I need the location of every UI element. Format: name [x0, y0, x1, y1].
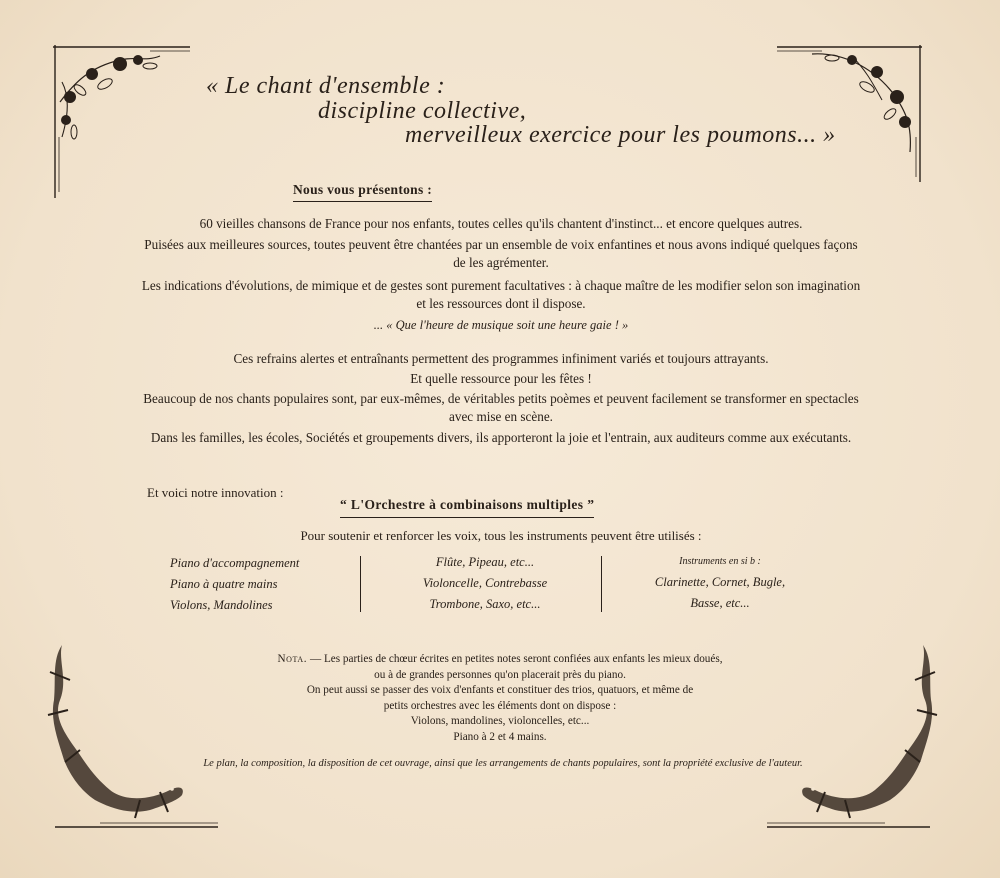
nota-line: On peut aussi se passer des voix d'enfants et constituer des trios, quatuors, et même de	[306, 684, 694, 696]
section-heading: Nous vous présentons :	[293, 182, 432, 202]
paragraph-6: Beaucoup de nos chants populaires sont, par eux-mêmes, de véritables petits poèmes et peuvent facilement se transformer en spectacles avec mise en scène.	[143, 391, 859, 424]
instrument-item: Piano d'accompagnement	[170, 556, 300, 570]
copyright-footer: Le plan, la composition, la disposition de cet ouvrage, ainsi que les arrangements de chants populaires, sont la propriété exclusive de l'auteur.	[203, 758, 803, 769]
paragraph-3: Les indications d'évolutions, de mimique et de gestes sont purement facultatives : à chaque maître de les modifier selon son imagination et les ressources dont il dispose.	[141, 278, 861, 311]
innovation-intro: Et voici notre innovation :	[147, 485, 284, 500]
paragraph-2: Puisées aux meilleures sources, toutes peuvent être chantées par un ensemble de voix enfantines et nous avons indiqué quelques façons de les agrémenter.	[144, 237, 858, 270]
paragraph-1: 60 vieilles chansons de France pour nos enfants, toutes celles qu'ils chantent d'instinct... et encore quelques autres.	[199, 216, 803, 231]
nota-line: — Les parties de chœur écrites en petites notes seront confiées aux enfants les mieux doués,	[309, 653, 723, 665]
nota-line: Piano à 2 et 4 mains.	[453, 730, 547, 743]
instrument-item: Trombone, Saxo, etc...	[429, 597, 541, 611]
lizard-illustration-left-icon	[40, 640, 220, 835]
instrument-item: Flûte, Pipeau, etc...	[435, 555, 535, 569]
floral-corner-top-left-icon	[50, 42, 195, 202]
column-divider	[601, 556, 602, 612]
instrument-item: Basse, etc...	[690, 596, 750, 610]
instruments-column-1	[170, 553, 299, 616]
nota-label: Nota.	[277, 653, 308, 665]
paragraph-5: Et quelle ressource pour les fêtes !	[410, 371, 592, 386]
instrument-item: Violoncelle, Contrebasse	[422, 576, 548, 590]
column-divider	[360, 556, 361, 612]
nota-line: petits orchestres avec les éléments dont on dispose :	[383, 699, 617, 712]
floral-corner-top-right-icon	[772, 42, 927, 187]
instruments-column-3	[620, 552, 820, 614]
instrument-item: Clarinette, Cornet, Bugle,	[654, 575, 786, 589]
nota-line: ou à de grandes personnes qu'on placerait près du piano.	[374, 668, 626, 681]
instrument-note: Instruments en si b :	[679, 556, 761, 567]
instrument-item: Violons, Mandolines	[170, 598, 273, 612]
nota-line: Violons, mandolines, violoncelles, etc...	[410, 715, 590, 727]
instruments-column-2	[400, 552, 570, 615]
paragraph-4: Ces refrains alertes et entraînants permettent des programmes infiniment variés et toujours attrayants.	[233, 351, 769, 366]
instrument-item: Piano à quatre mains	[170, 577, 278, 591]
paragraph-7: Dans les familles, les écoles, Sociétés et groupements divers, ils apporteront la joie et l'entrain, aux auditeurs comme aux exécutants.	[150, 430, 852, 445]
orchestra-title: “ L'Orchestre à combinaisons multiples ”	[340, 497, 594, 518]
nota-block	[200, 652, 800, 745]
support-line: Pour soutenir et renforcer les voix, tous les instruments peuvent être utilisés :	[300, 528, 702, 543]
motto-line-3: merveilleux exercice pour les poumons... »	[405, 122, 836, 148]
music-quote: ... « Que l'heure de musique soit une heure gaie ! »	[373, 318, 629, 332]
motto-line-2: discipline collective,	[318, 98, 527, 124]
motto-line-1: « Le chant d'ensemble :	[206, 73, 446, 99]
